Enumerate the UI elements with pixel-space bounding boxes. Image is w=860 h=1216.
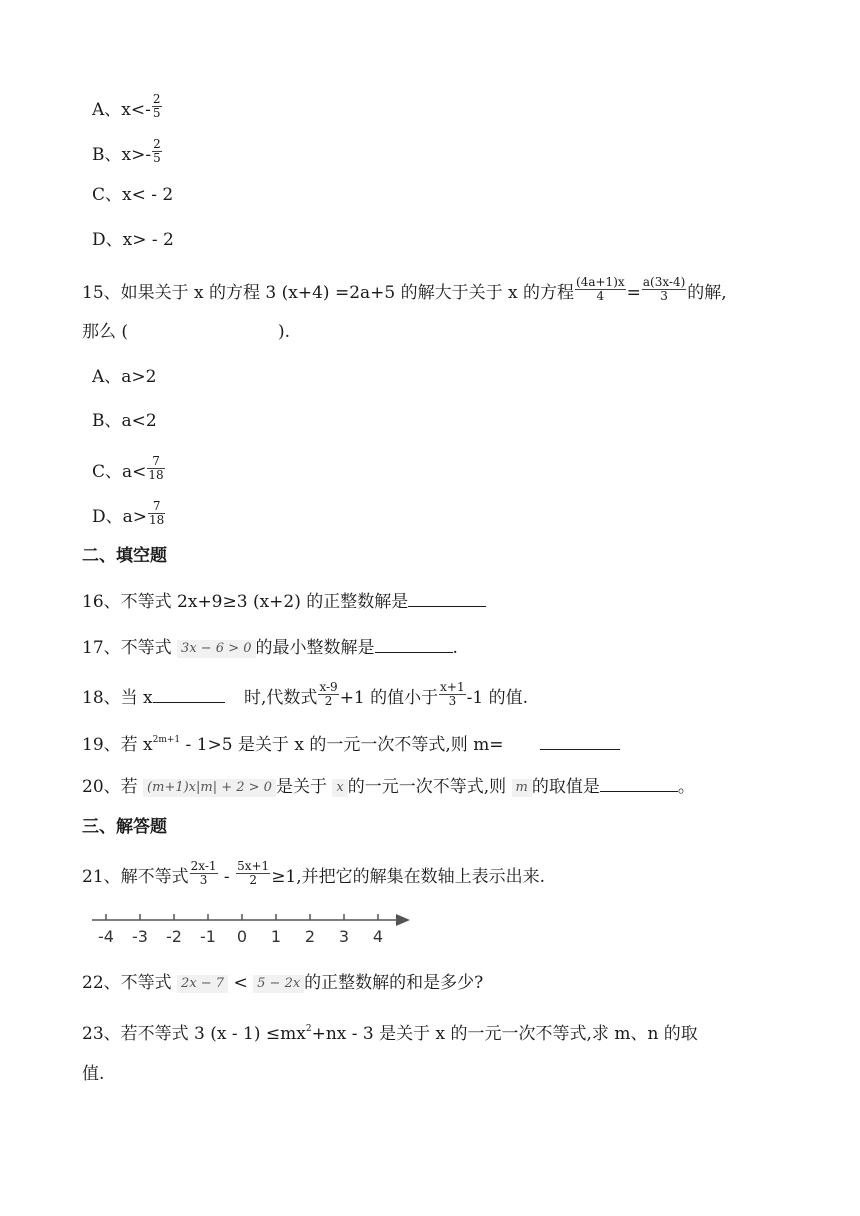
question-text: -1 的值. [466,688,528,708]
section-heading-solve: 三、解答题 [82,817,167,837]
question-text: ≥1,并把它的解集在数轴上表示出来. [271,867,546,887]
fraction-denominator: 18 [148,468,164,482]
question-text: 是关于 [275,777,327,797]
question-text: +nx - 3 是关于 x 的一元一次不等式,求 m、n 的取 [311,1024,698,1044]
question-text: - 1>5 是关于 x 的一元一次不等式,则 m= [180,735,504,755]
fraction-denominator: 2 [249,873,257,887]
question-text: 21、解不等式 [82,867,189,887]
question-text: 23、若不等式 3 (x - 1) ≤mx [82,1024,306,1044]
option-text: a> [122,507,148,527]
fraction-denominator: 5 [153,151,161,165]
question-text: 的一元一次不等式,则 [347,777,507,797]
option-text: a>2 [121,367,157,387]
option-letter: C、 [92,462,123,482]
number-line-tick-label: 0 [236,927,248,946]
math-expression: 3x − 6 > 0 [177,640,255,658]
fraction-denominator: 2 [324,694,333,708]
option-letter: A、 [92,367,122,387]
fraction-numerator: 7 [148,500,165,514]
q15-option-b [92,409,157,433]
q15-option-c [92,454,166,486]
question-text: 的正整数解的和是多少? [304,973,484,993]
q21 [82,859,546,891]
fraction-numerator: x+1 [440,680,465,694]
q15-option-a [92,365,156,389]
fraction-numerator: 2x-1 [190,859,217,873]
question-text: 的取值是 [531,777,600,797]
option-letter: C、 [92,185,123,205]
option-letter: B、 [92,145,122,165]
answer-blank[interactable] [375,634,453,653]
number-line-tick-label: -3 [132,927,148,946]
fraction-numerator: 5x+1 [237,859,270,873]
q14-option-a [92,92,163,124]
option-text: a< [122,462,147,482]
option-letter: D、 [92,507,123,527]
number-line-arrow [396,914,410,926]
answer-blank[interactable] [408,588,486,607]
minus-sign: - [218,867,236,887]
q15-line-1 [82,275,727,307]
number-line-tick-label: -1 [200,927,216,946]
math-variable: x [332,779,347,797]
option-text: x<- [121,100,151,120]
question-text: 22、不等式 [82,973,172,993]
fraction-denominator: 3 [660,289,668,303]
exponent: 2 [305,1024,312,1034]
option-letter: A、 [92,100,122,120]
question-text: 那么 ( [82,322,129,342]
question-text: . [452,638,458,658]
fraction-denominator: 5 [152,106,161,120]
option-text: x>- [121,145,152,165]
fraction [575,276,626,303]
fraction-numerator: 2 [152,92,161,106]
question-text: 的最小整数解是 [255,638,375,658]
answer-blank[interactable] [153,684,225,703]
fraction [148,500,165,527]
q20 [82,773,695,799]
q19 [82,728,620,757]
question-text: 。 [677,777,695,797]
number-line-tick-label: 1 [270,927,282,946]
question-text: 时,代数式 [244,688,318,708]
fraction [152,93,162,120]
fraction-denominator: 18 [149,513,165,527]
question-text: 18、当 x [82,688,153,708]
fraction-numerator: a(3x-4) [642,275,686,289]
option-text: x< - 2 [122,185,174,205]
number-line-ticks [98,914,383,946]
number-line-tick-label: -4 [98,927,114,946]
fraction-denominator: 3 [199,873,208,887]
q18 [82,680,528,712]
math-expression: 2x − 7 [177,975,228,993]
fraction [439,681,465,708]
less-than-sign: < [233,973,248,993]
math-variable: m [512,779,532,797]
fraction [147,455,164,482]
number-line-tick-label: 4 [372,927,384,946]
math-expression: (m+1)x|m| + 2 > 0 [143,779,276,797]
q16 [82,588,486,614]
fraction [236,860,270,887]
answer-blank[interactable] [600,773,678,792]
fraction [152,138,162,165]
question-text: +1 的值小于 [339,688,439,708]
option-text: a<2 [121,411,157,431]
number-line-tick-label: 2 [304,927,316,946]
exponent: 2m+1 [152,735,181,745]
section-heading-fill-in: 二、填空题 [82,546,167,566]
q17 [82,634,458,660]
fraction [642,276,686,303]
q14-option-d [92,228,174,252]
q22 [82,971,483,995]
q14-option-b [92,137,163,169]
answer-blank[interactable] [540,731,620,750]
number-line-tick-label: 3 [338,927,350,946]
question-text: 20、若 [82,777,138,797]
question-text: 19、若 x [82,735,153,755]
fraction-denominator: 3 [448,694,457,708]
fraction-numerator: x-9 [319,680,338,694]
option-text: x> - 2 [122,230,174,250]
equals-sign: = [626,283,641,303]
q14-option-c [92,183,173,207]
q23-line-2: 值. [82,1064,105,1084]
number-line [88,898,418,948]
math-expression: 5 − 2x [253,975,304,993]
q23-line-1 [82,1017,698,1046]
question-text: 15、如果关于 x 的方程 3 (x+4) =2a+5 的解大于关于 x 的方程 [82,283,575,303]
question-text: 17、不等式 [82,638,172,658]
fraction [318,681,338,708]
fraction-denominator: 4 [596,289,605,303]
fraction-numerator: 7 [147,455,164,469]
question-text: ). [278,322,291,342]
q15-line-2 [82,320,290,344]
number-line-tick-label: -2 [166,927,182,946]
question-text: 16、不等式 2x+9≥3 (x+2) 的正整数解是 [82,592,409,612]
option-letter: B、 [92,411,122,431]
fraction-numerator: (4a+1)x [576,275,625,289]
q15-option-d [92,499,166,531]
option-letter: D、 [92,230,123,250]
fraction [190,860,218,887]
fraction-numerator: 2 [153,137,161,151]
question-text: 的解, [687,283,727,303]
